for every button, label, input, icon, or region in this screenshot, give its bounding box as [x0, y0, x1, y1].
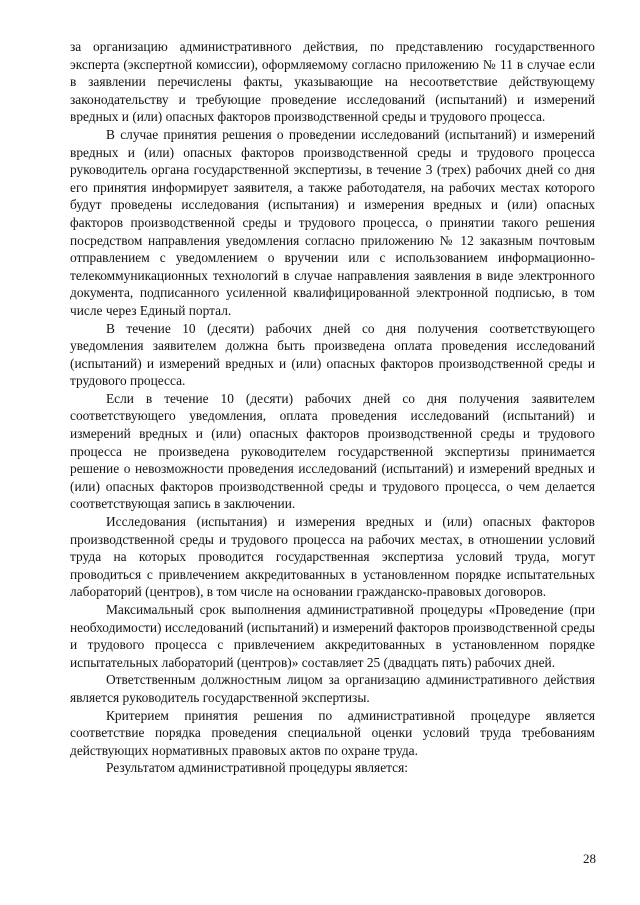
page-number: 28: [583, 851, 596, 866]
paragraph-responsible-official: Ответственным должностным лицом за организацию административного действия является руководитель государственной экспертизы.: [70, 672, 595, 705]
paragraph-accredited-labs: Исследования (испытания) и измерения вредных и (или) опасных факторов производственной среды и трудового процесса на рабочих местах, в отношении условий труда на которых проводится государственная экспертиза условий труда, могут проводиться с привлечением аккредитованных в установленном порядке испытательных лабораторий (центров), в том числе на основании гражданско-правовых договоров.: [70, 514, 595, 600]
paragraph-research-decision-notice: В случае принятия решения о проведении исследований (испытаний) и измерений вредных и (или) опасных факторов производственной среды и трудового процесса руководитель органа государственной экспертизы, в течение 3 (трех) рабочих дней со дня его принятия информирует заявителя, а также работодателя, на рабочих местах которого будут проведены исследования (испытания) и измерения вредных и (или) опасных факторов производственной среды и трудового процесса, о принятии такого решения посредством направления уведомления согласно приложению № 12 заказным почтовым отправлением с уведомлением о вручении или с использованием информационно-телекоммуникационных технологий в случае направления заявления в виде электронного документа, подписанного усиленной квалифицированной электронной подписью, в том числе через Единый портал.: [70, 126, 595, 318]
document-page: [70, 38, 595, 777]
paragraph-payment-deadline: В течение 10 (десяти) рабочих дней со дня получения соответствующего уведомления заявителем должна быть произведена оплата проведения исследований (испытаний) и измерений вредных и (или) опасных факторов производственной среды и трудового процесса.: [70, 320, 595, 389]
paragraph-continuation: за организацию административного действия, по представлению государственного эксперта (экспертной комиссии), оформляемому согласно приложению № 11 в случае если в заявлении перечислены факты, указывающие на несоответствие действующему законодательству и требующие проведение исследований (испытаний) и измерений вредных и (или) опасных факторов производственной среды и трудового процесса.: [70, 39, 595, 125]
paragraph-decision-criterion: Критерием принятия решения по административной процедуре является соответствие порядка проведения специальной оценки условий труда требованиям действующих нормативных правовых актов по охране труда.: [70, 707, 595, 758]
paragraph-maximum-term: Максимальный срок выполнения административной процедуры «Проведение (при необходимости) исследований (испытаний) и измерений факторов производственной среды и трудового процесса с привлечением аккредитованных в установленном порядке испытательных лабораторий (центров)» составляет 25 (двадцать пять) рабочих дней.: [70, 602, 595, 670]
paragraph-nonpayment-decision: Если в течение 10 (десяти) рабочих дней со дня получения заявителем соответствующего уведомления, оплата проведения исследований (испытаний) и измерений вредных и (или) опасных факторов производственной среды и трудового процесса не произведена руководителем государственной экспертизы принимается решение о невозможности проведения исследований (испытаний) и измерений вредных и (или) опасных факторов производственной среды и трудового процесса, о чем делается соответствующая запись в заключении.: [70, 390, 595, 512]
paragraph-procedure-result: Результатом административной процедуры является:: [106, 760, 408, 776]
